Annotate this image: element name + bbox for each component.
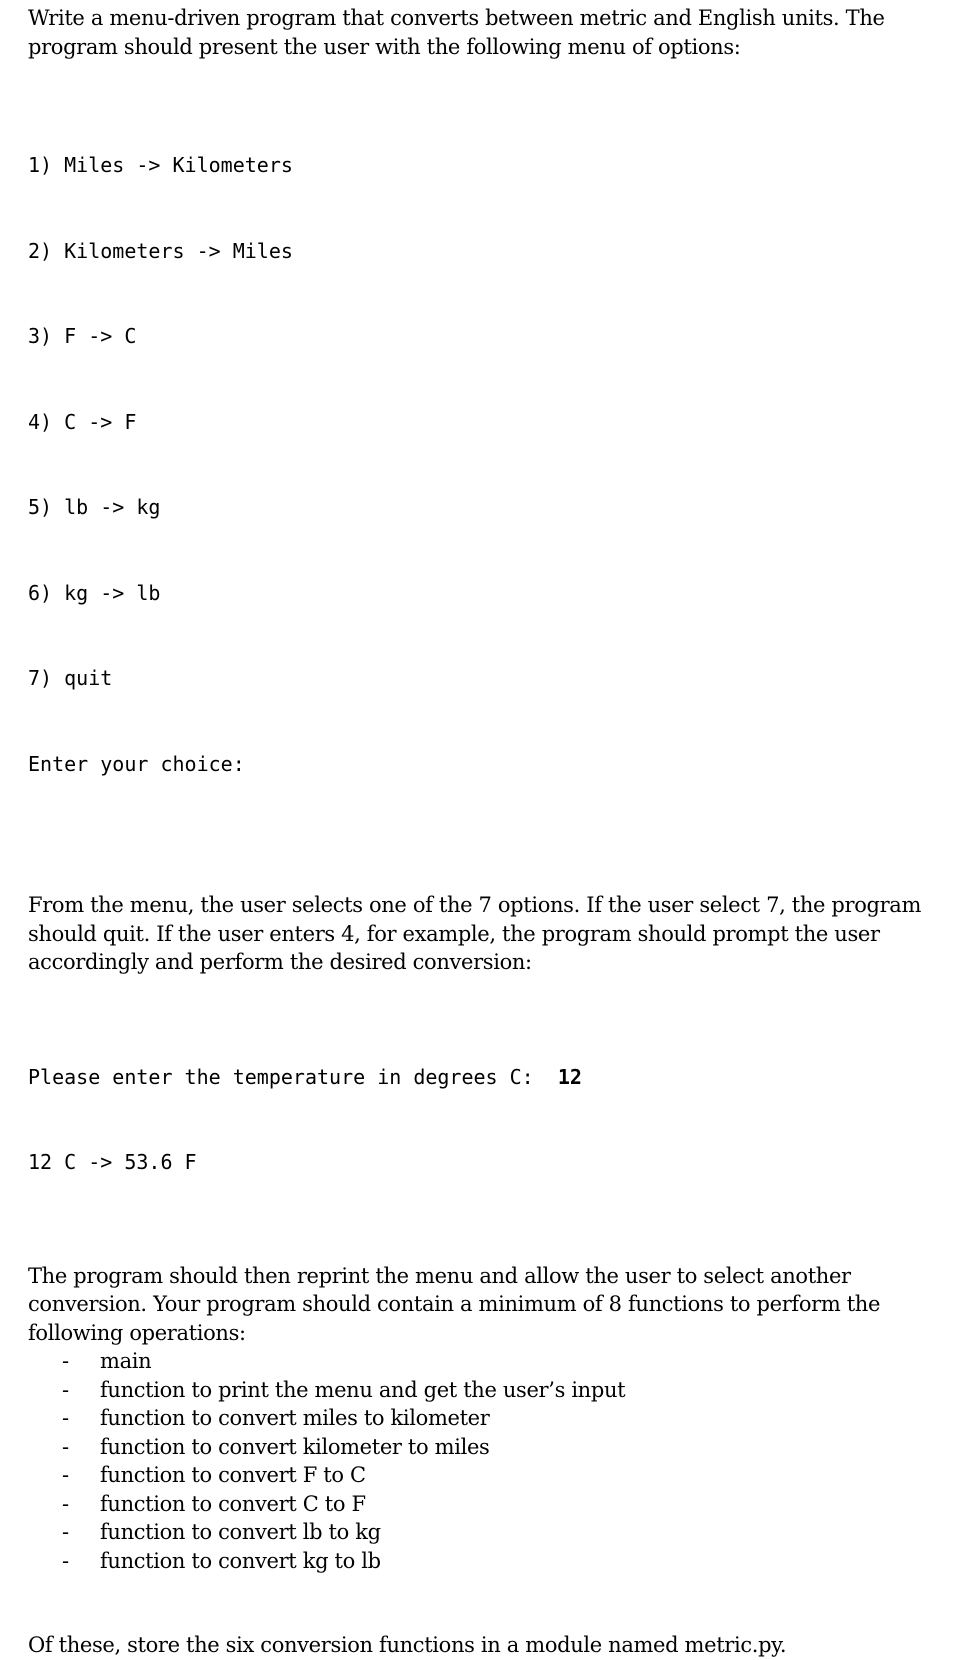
function-name: function to convert miles to kilometer [100, 1406, 490, 1430]
example-input-value: 12 [557, 1064, 582, 1089]
bullet-dash: - [62, 1434, 69, 1459]
bullet-dash: - [62, 1520, 69, 1544]
bullet-dash: - [62, 1548, 69, 1573]
bullet-dash: - [62, 1377, 69, 1402]
menu-option-1: 1) Miles -> Kilometers [28, 153, 293, 177]
list-item [28, 1461, 973, 1490]
list-item [28, 1376, 973, 1405]
bullet-dash: - [62, 1349, 69, 1373]
closing-paragraph: Of these, store the six conversion functions in a module named metric.py. [28, 1633, 787, 1657]
function-name: function to convert F to C [100, 1463, 366, 1487]
bullet-dash: - [62, 1463, 69, 1487]
bullet-dash: - [62, 1406, 69, 1430]
menu-listing [28, 94, 973, 835]
selection-paragraph: From the menu, the user selects one of the 7 options. If the user select 7, the program should quit. If the user enters 4, for example, the program should prompt the user accordingly and perform the desired conversion: [28, 893, 922, 974]
list-item [28, 1347, 973, 1376]
bullet-dash: - [62, 1491, 69, 1516]
menu-option-7: 7) quit [28, 666, 113, 690]
menu-option-2: 2) Kilometers -> Miles [28, 238, 293, 263]
menu-option-5: 5) lb -> kg [28, 495, 161, 519]
menu-option-4: 4) C -> F [28, 409, 137, 434]
list-item [28, 1490, 973, 1519]
menu-option-6: 6) kg -> lb [28, 580, 161, 605]
intro-paragraph: Write a menu-driven program that converts between metric and English units. The program should present the user with the following menu of options: [28, 6, 885, 59]
example-session [28, 1006, 973, 1234]
menu-prompt: Enter your choice: [28, 751, 245, 776]
document [28, 4, 973, 1660]
list-item [28, 1433, 973, 1462]
function-name: function to convert kilometer to miles [100, 1434, 490, 1459]
function-name: function to convert C to F [100, 1491, 366, 1516]
example-result: 12 C -> 53.6 F [28, 1150, 197, 1174]
list-item [28, 1404, 973, 1433]
function-name: function to print the menu and get the user’s input [100, 1377, 626, 1402]
function-name: main [100, 1349, 152, 1373]
example-prompt-line [28, 1063, 973, 1092]
list-item [28, 1518, 973, 1547]
list-item [28, 1547, 973, 1576]
requirements-paragraph: The program should then reprint the menu and allow the user to select another conversion. Your program should contain a minimum of 8 functions to perform the following operations: [28, 1263, 881, 1345]
example-prompt: Please enter the temperature in degrees C: [28, 1064, 534, 1089]
function-name: function to convert kg to lb [100, 1548, 381, 1573]
function-name: function to convert lb to kg [100, 1520, 381, 1544]
function-list [28, 1347, 973, 1575]
menu-option-3: 3) F -> C [28, 324, 137, 348]
